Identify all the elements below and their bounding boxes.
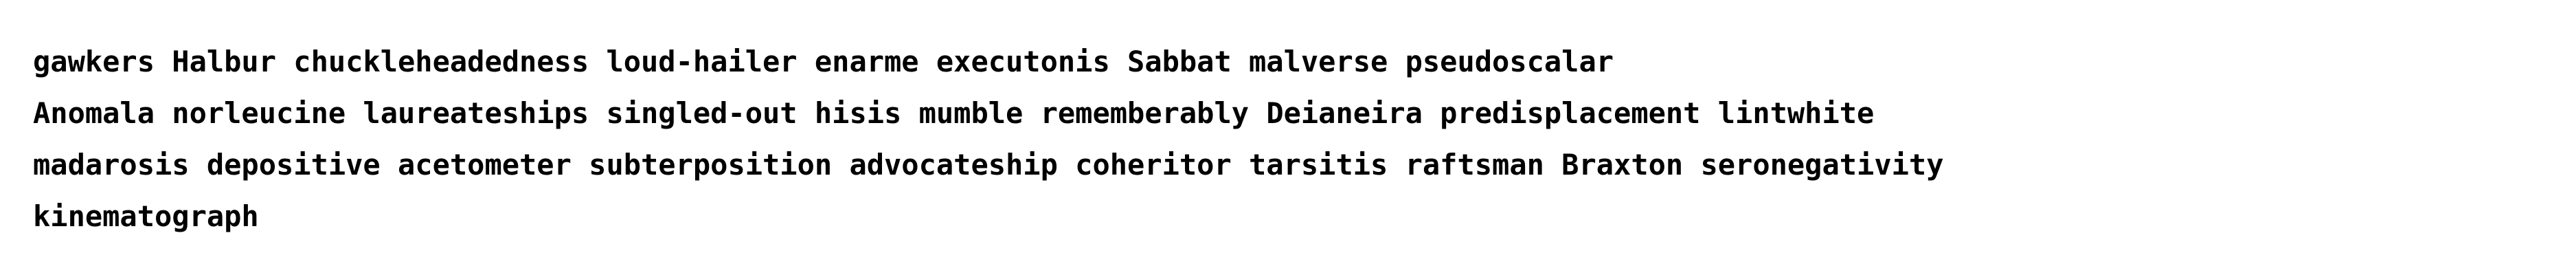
text-line-3: madarosis depositive acetometer subterposition advocateship coheritor tarsitis raftsman Braxton seronegativity <box>33 148 1944 182</box>
text-block <box>33 36 2506 242</box>
text-line-1: gawkers Halbur chuckleheadedness loud-hailer enarme executonis Sabbat malverse pseudoscalar <box>33 45 1614 78</box>
text-line-2: Anomala norleucine laureateships singled-out hisis mumble rememberably Deianeira predisplacement lintwhite <box>33 96 1875 130</box>
text-line-4: kinematograph <box>33 199 259 233</box>
